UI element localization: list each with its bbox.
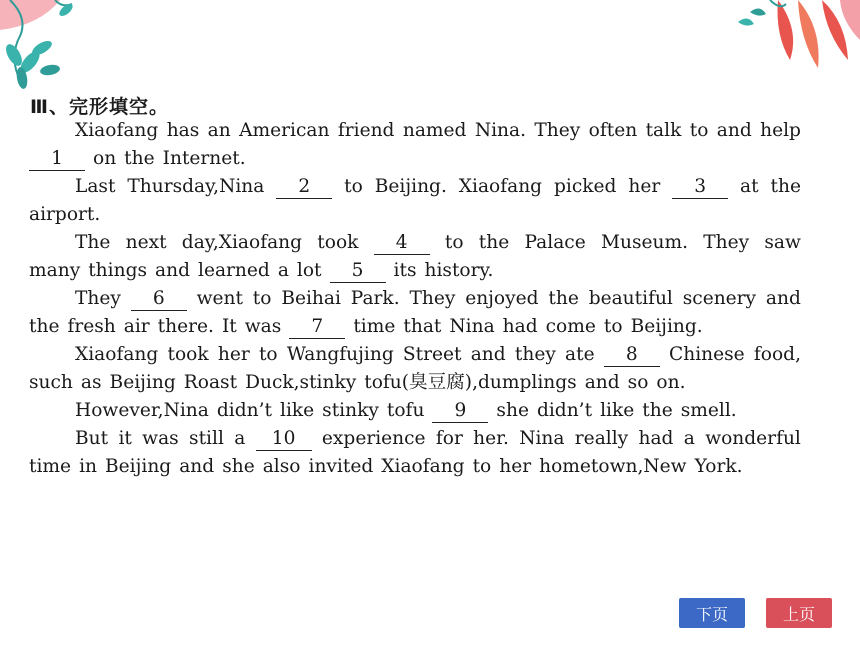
blank-number: 8 (604, 344, 660, 367)
word: such (29, 372, 73, 393)
word: the (478, 232, 510, 253)
word: Museum. (600, 232, 689, 253)
word: invited (308, 456, 374, 477)
word: Beijing. (374, 176, 447, 197)
word: also (262, 456, 301, 477)
word: has (166, 120, 200, 141)
word: It (221, 316, 237, 337)
word: picked (554, 176, 617, 197)
word: to (689, 120, 709, 141)
word: tofu (386, 400, 425, 421)
blank-number: 1 (29, 148, 85, 171)
word: her (217, 344, 250, 365)
word: experience (321, 428, 426, 449)
word: Nina. (474, 120, 527, 141)
word: in (79, 456, 97, 477)
next-page-button[interactable]: 下页 (679, 598, 745, 628)
word: to (444, 232, 464, 253)
word: had (638, 428, 674, 449)
word: and (716, 120, 752, 141)
word: York. (694, 456, 743, 477)
word: to (258, 344, 278, 365)
word: The (75, 232, 111, 253)
word: her (628, 176, 661, 197)
word: day,Xiaofang (181, 232, 303, 253)
word: Wangfujing (286, 344, 394, 365)
section-title: Ⅲ、完形填空。 (30, 96, 169, 118)
passage-line (29, 285, 801, 313)
word: like (280, 400, 315, 421)
blank-number: 7 (289, 316, 345, 339)
word: the (548, 288, 579, 309)
word: to (344, 176, 363, 197)
word: to (252, 288, 272, 309)
word: still (189, 428, 224, 449)
word: smell. (680, 400, 737, 421)
word: that (403, 316, 442, 337)
word: went (196, 288, 243, 309)
word: didn’t (536, 400, 593, 421)
word: the (642, 400, 673, 421)
word: learned (198, 260, 270, 281)
word: was (244, 316, 282, 337)
leaf-decoration-right-icon (730, 0, 860, 70)
word: took (167, 344, 209, 365)
word: it (118, 428, 132, 449)
word: and (179, 456, 215, 477)
word: Chinese (669, 344, 745, 365)
word: beautiful (588, 288, 673, 309)
blank-number: 9 (432, 400, 488, 423)
word: at (740, 176, 759, 197)
word: many (29, 260, 81, 281)
word: a (683, 428, 695, 449)
word: an (207, 120, 231, 141)
word: Beijing (109, 372, 176, 393)
word: Roast (183, 372, 238, 393)
word: Thursday,Nina (127, 176, 265, 197)
passage-line (29, 425, 801, 453)
passage-line (29, 257, 801, 285)
word: its (393, 260, 417, 281)
word: often (588, 120, 638, 141)
prev-page-button[interactable]: 上页 (766, 598, 832, 628)
word: come (545, 316, 596, 337)
word: and (584, 372, 620, 393)
word: Last (75, 176, 116, 197)
word: saw (764, 232, 801, 253)
word: Nina (519, 428, 565, 449)
word: hometown,New (539, 456, 687, 477)
word: air (123, 316, 150, 337)
blank-number: 3 (672, 176, 728, 199)
word: time (29, 456, 72, 477)
word: They (703, 232, 750, 253)
passage-line (29, 453, 801, 481)
word: like (600, 400, 635, 421)
word: airport. (29, 204, 101, 225)
word: and (765, 288, 801, 309)
word: so (627, 372, 649, 393)
word: They (534, 120, 581, 141)
blank-number: 6 (131, 288, 187, 311)
cloze-passage (29, 117, 801, 481)
word: They (409, 288, 456, 309)
word: American (239, 120, 330, 141)
word: she (496, 400, 529, 421)
word: Nina (449, 316, 495, 337)
word: Street (402, 344, 462, 365)
word: Beijing (105, 456, 172, 477)
word: to (603, 316, 623, 337)
word: on (93, 148, 117, 169)
word: was (142, 428, 179, 449)
word: really (574, 428, 629, 449)
blank-number: 5 (330, 260, 386, 283)
word: Beijing. (630, 316, 703, 337)
word: the (29, 316, 60, 337)
word: enjoyed (465, 288, 539, 309)
passage-line (29, 369, 801, 397)
word: fresh (67, 316, 116, 337)
word: she (222, 456, 255, 477)
passage-line (29, 201, 801, 229)
word: Xiaofang (75, 120, 159, 141)
word: talk (645, 120, 682, 141)
passage-line (29, 341, 801, 369)
word: a (234, 428, 246, 449)
word: Xiaofang (75, 344, 159, 365)
word: the (124, 148, 155, 169)
word: stinky (322, 400, 379, 421)
word: However,Nina (75, 400, 209, 421)
word: things (88, 260, 148, 281)
word: Internet. (162, 148, 246, 169)
word: time (353, 316, 396, 337)
word: for (435, 428, 463, 449)
word: and (470, 344, 506, 365)
leaf-decoration-left-icon (0, 0, 110, 95)
word: Xiaofang (458, 176, 543, 197)
word: help (760, 120, 801, 141)
word: her (499, 456, 532, 477)
blank-number: 2 (276, 176, 332, 199)
word: took (317, 232, 359, 253)
word: as (80, 372, 102, 393)
word: food, (753, 344, 801, 365)
word: scenery (682, 288, 757, 309)
word: named (402, 120, 467, 141)
word: and (155, 260, 190, 281)
word: wonderful (705, 428, 801, 449)
word: Xiaofang (381, 456, 465, 477)
word: next (125, 232, 167, 253)
word: didn’t (216, 400, 272, 421)
word: Park. (350, 288, 400, 309)
passage-line (29, 117, 801, 145)
word: ate (565, 344, 595, 365)
word: her. (473, 428, 509, 449)
word: Beihai (281, 288, 341, 309)
word: had (502, 316, 538, 337)
passage-line (29, 229, 801, 257)
passage-line (29, 397, 801, 425)
word: a (277, 260, 289, 281)
word: Duck,stinky (245, 372, 357, 393)
word: to (472, 456, 492, 477)
word: But (75, 428, 109, 449)
passage-line (29, 313, 801, 341)
word: tofu(臭豆腐),dumplings (364, 372, 577, 393)
word: Palace (524, 232, 586, 253)
word: the (770, 176, 801, 197)
word: friend (337, 120, 395, 141)
word: there. (157, 316, 214, 337)
word: They (75, 288, 121, 309)
word: lot (296, 260, 322, 281)
passage-line (29, 145, 801, 173)
blank-number: 10 (256, 428, 312, 451)
word: they (514, 344, 556, 365)
passage-line (29, 173, 801, 201)
word: history. (424, 260, 494, 281)
blank-number: 4 (374, 232, 430, 255)
word: on. (656, 372, 686, 393)
